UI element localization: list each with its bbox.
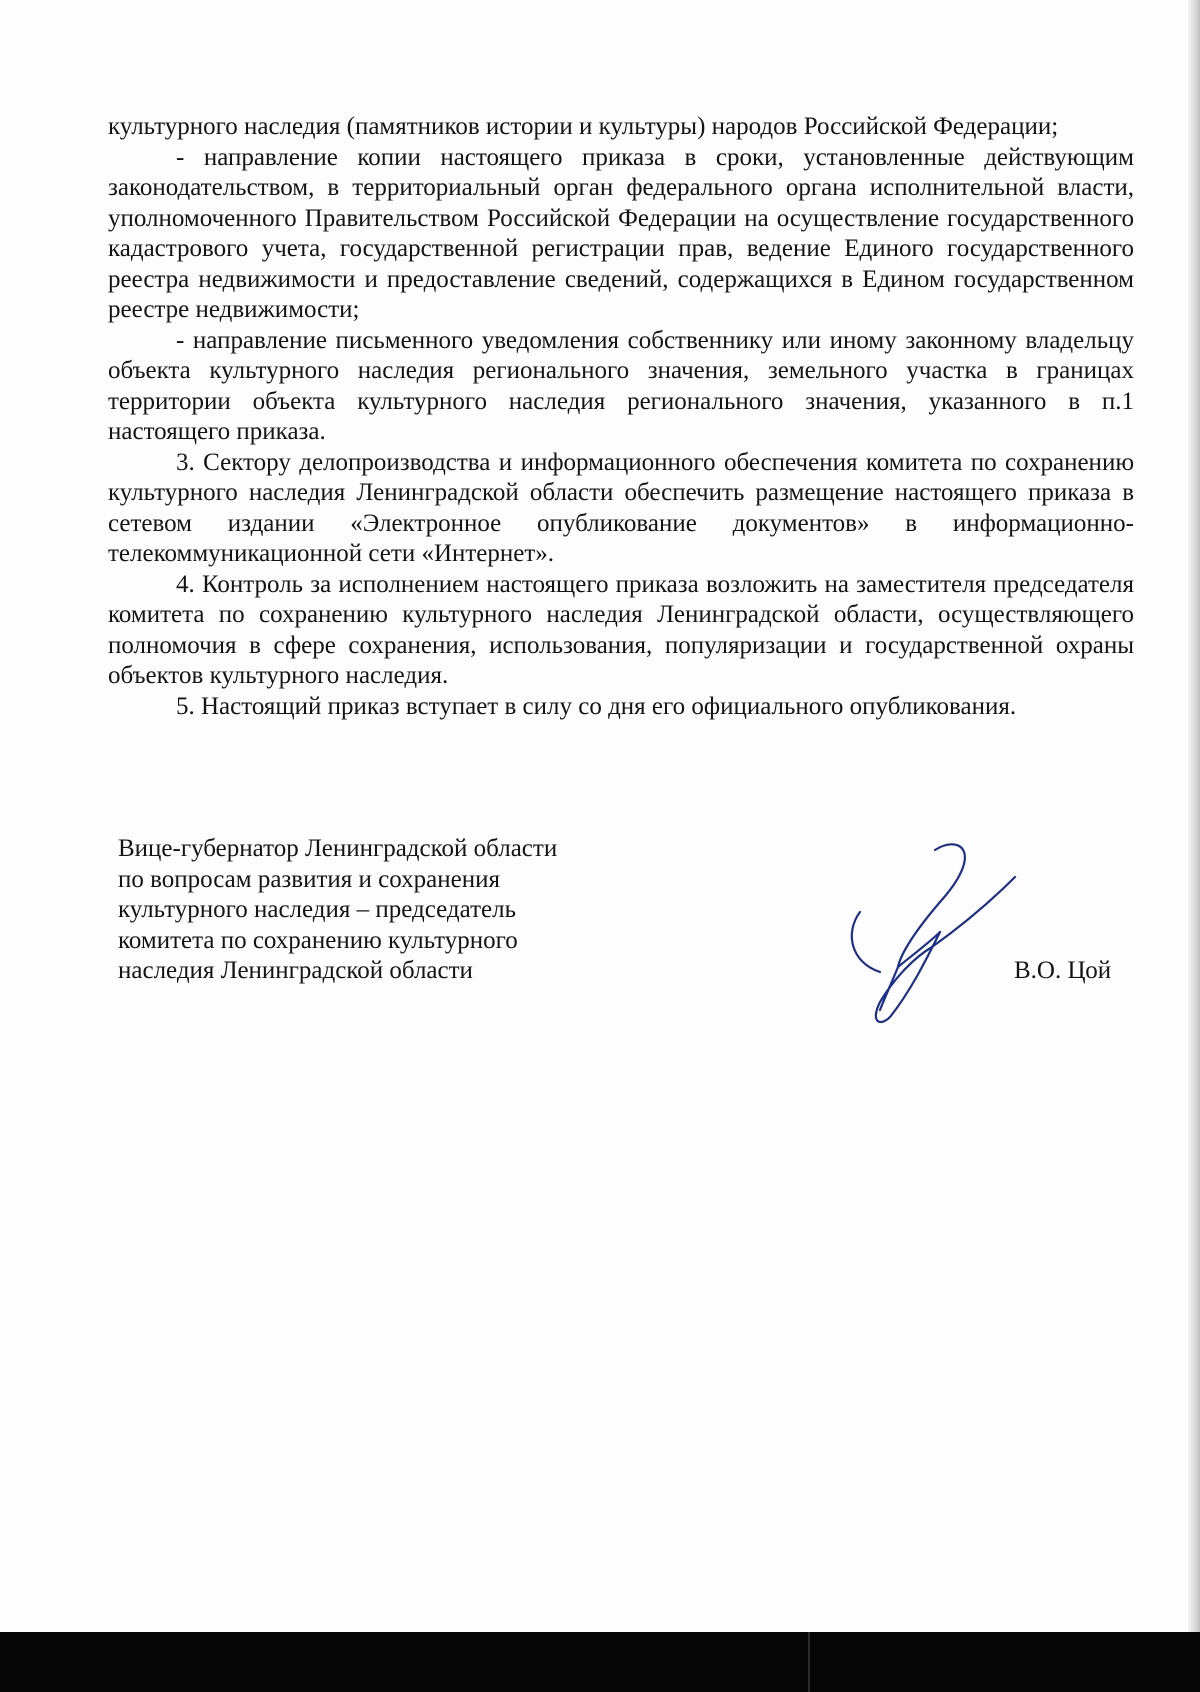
document-body	[108, 112, 1134, 722]
signatory-title-line: культурного наследия – председатель	[118, 896, 516, 923]
scan-bottom-bar	[0, 1632, 1200, 1692]
signatory-title-line: наследия Ленинградской области	[118, 957, 473, 984]
scan-bar-divider	[808, 1632, 810, 1692]
paragraph: - направление письменного уведомления собственнику или иному законному владельцу объекта культурного наследия регионального значения, земельного участка в границах территории объекта культурного наследия регионального значения, указанного в п.1 настоящего приказа.	[108, 326, 1134, 445]
signatory-title	[118, 834, 638, 987]
handwritten-signature	[840, 832, 1040, 1032]
scan-edge-shadow	[1188, 0, 1200, 1632]
paragraph: 5. Настоящий приказ вступает в силу со дня его официального опубликования.	[176, 692, 1017, 720]
paragraph: 4. Контроль за исполнением настоящего приказа возложить на заместителя председателя комитета по сохранению культурного наследия Ленинградской области, осуществляющего полномочия в сфере сохранения, использования, популяризации и государственной охраны объектов культурного наследия.	[108, 570, 1134, 689]
signer-name: В.О. Цой	[1014, 957, 1112, 984]
paragraph: 3. Сектору делопроизводства и информационного обеспечения комитета по сохранению культурного наследия Ленинградской области обеспечить размещение настоящего приказа в сетевом издании «Электронное опубликование документов» в информационно-телекоммуникационной сети «Интернет».	[108, 448, 1134, 567]
signatory-title-line: по вопросам развития и сохранения	[118, 865, 500, 893]
paragraph: культурного наследия (памятников истории и культуры) народов Российской Федерации;	[108, 113, 1059, 140]
signatory-title-line: Вице-губернатор Ленинградской области	[118, 835, 558, 862]
paragraph: - направление копии настоящего приказа в сроки, установленные действующим законодательством, в территориальный орган федерального органа исполнительной власти, уполномоченного Правительством Российской Федерации на осуществление государственного кадастрового учета, государственной регистрации прав, ведение Единого государственного реестра недвижимости и предоставление сведений, содержащихся в Едином государственном реестре недвижимости;	[108, 143, 1134, 323]
signatory-title-line: комитета по сохранению культурного	[118, 926, 518, 954]
